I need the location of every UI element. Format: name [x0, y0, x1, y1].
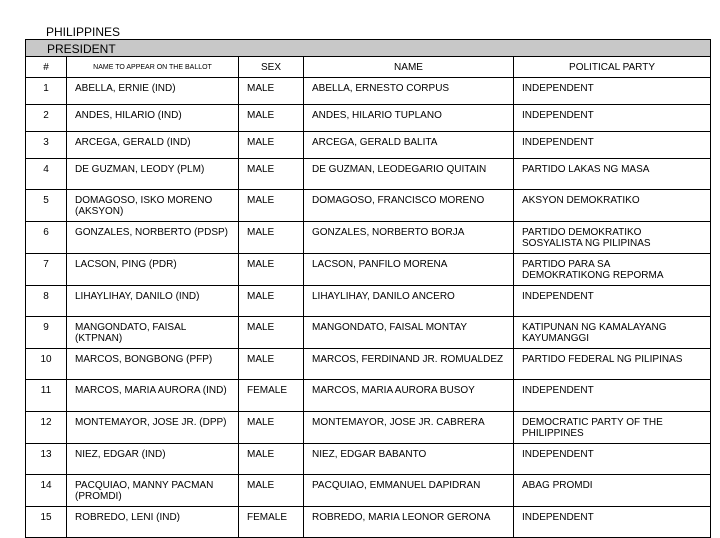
cell-number: 10 [26, 349, 67, 380]
cell-sex: MALE [239, 349, 304, 380]
table-row [26, 412, 711, 444]
ballot-line: NIEZ, EDGAR (IND) [75, 449, 166, 460]
table-row [26, 380, 711, 412]
cell-party [514, 105, 711, 132]
table-row [26, 507, 711, 538]
cell-name: LIHAYLIHAY, DANILO ANCERO [304, 286, 514, 317]
cell-number: 1 [26, 78, 67, 105]
cell-name: ARCEGA, GERALD BALITA [304, 132, 514, 159]
ballot-line: MARCOS, MARIA AURORA (IND) [75, 385, 227, 396]
cell-number: 11 [26, 380, 67, 412]
cell-ballot-name [67, 317, 239, 349]
cell-sex: MALE [239, 254, 304, 286]
cell-ballot-name [67, 190, 239, 222]
cell-number: 15 [26, 507, 67, 538]
cell-number: 12 [26, 412, 67, 444]
cell-ballot-name [67, 507, 239, 538]
ballot-line: ARCEGA, GERALD (IND) [75, 137, 191, 148]
office-row [26, 40, 711, 57]
header-number: # [26, 57, 67, 78]
cell-sex: MALE [239, 412, 304, 444]
table-row [26, 222, 711, 254]
cell-sex: FEMALE [239, 380, 304, 412]
cell-sex: MALE [239, 475, 304, 507]
table-row [26, 286, 711, 317]
cell-party [514, 412, 711, 444]
cell-number: 4 [26, 159, 67, 190]
cell-name: NIEZ, EDGAR BABANTO [304, 444, 514, 475]
cell-party [514, 286, 711, 317]
party-line: KAYUMANGGI [522, 333, 590, 344]
party-line: AKSYON DEMOKRATIKO [522, 195, 640, 206]
cell-name: MARCOS, MARIA AURORA BUSOY [304, 380, 514, 412]
cell-ballot-name [67, 159, 239, 190]
cell-ballot-name [67, 222, 239, 254]
table-row [26, 444, 711, 475]
cell-sex: FEMALE [239, 507, 304, 538]
party-line: KATIPUNAN NG KAMALAYANG [522, 322, 667, 333]
ballot-line: MANGONDATO, FAISAL [75, 322, 187, 333]
cell-number: 13 [26, 444, 67, 475]
ballot-line: ABELLA, ERNIE (IND) [75, 83, 176, 94]
cell-sex: MALE [239, 159, 304, 190]
table-row [26, 254, 711, 286]
cell-number: 8 [26, 286, 67, 317]
cell-name: MANGONDATO, FAISAL MONTAY [304, 317, 514, 349]
ballot-line: LIHAYLIHAY, DANILO (IND) [75, 291, 200, 302]
party-line: SOSYALISTA NG PILIPINAS [522, 238, 651, 249]
ballot-line: LACSON, PING (PDR) [75, 259, 177, 270]
party-line: INDEPENDENT [522, 291, 594, 302]
cell-name: DE GUZMAN, LEODEGARIO QUITAIN [304, 159, 514, 190]
ballot-line: GONZALES, NORBERTO (PDSP) [75, 227, 228, 238]
table-row [26, 190, 711, 222]
header-name: NAME [304, 57, 514, 78]
party-line: DEMOCRATIC PARTY OF THE [522, 417, 663, 428]
party-line: INDEPENDENT [522, 512, 594, 523]
ballot-line: MARCOS, BONGBONG (PFP) [75, 354, 213, 365]
party-line: PHILIPPINES [522, 428, 584, 439]
cell-party [514, 317, 711, 349]
cell-number: 7 [26, 254, 67, 286]
header-ballot-name: NAME TO APPEAR ON THE BALLOT [67, 57, 239, 78]
cell-number: 3 [26, 132, 67, 159]
party-line: ABAG PROMDI [522, 480, 593, 491]
cell-party [514, 380, 711, 412]
cell-number: 14 [26, 475, 67, 507]
ballot-line: (KTPNAN) [75, 333, 123, 344]
cell-number: 9 [26, 317, 67, 349]
cell-name: LACSON, PANFILO MORENA [304, 254, 514, 286]
cell-party [514, 78, 711, 105]
table-row [26, 78, 711, 105]
table-row [26, 475, 711, 507]
header-row [26, 57, 711, 78]
cell-name: DOMAGOSO, FRANCISCO MORENO [304, 190, 514, 222]
cell-number: 5 [26, 190, 67, 222]
party-line: INDEPENDENT [522, 385, 594, 396]
party-line: INDEPENDENT [522, 83, 594, 94]
cell-ballot-name [67, 349, 239, 380]
cell-ballot-name [67, 132, 239, 159]
cell-name: PACQUIAO, EMMANUEL DAPIDRAN [304, 475, 514, 507]
cell-party [514, 444, 711, 475]
cell-sex: MALE [239, 317, 304, 349]
cell-sex: MALE [239, 190, 304, 222]
ballot-line: DE GUZMAN, LEODY (PLM) [75, 164, 205, 175]
cell-ballot-name [67, 254, 239, 286]
cell-name: ROBREDO, MARIA LEONOR GERONA [304, 507, 514, 538]
cell-party [514, 190, 711, 222]
cell-party [514, 159, 711, 190]
cell-sex: MALE [239, 286, 304, 317]
cell-party [514, 507, 711, 538]
table-row [26, 349, 711, 380]
ballot-line: (AKSYON) [75, 206, 124, 217]
cell-sex: MALE [239, 78, 304, 105]
cell-name: ANDES, HILARIO TUPLANO [304, 105, 514, 132]
party-line: PARTIDO PARA SA [522, 259, 611, 270]
cell-number: 6 [26, 222, 67, 254]
party-line: INDEPENDENT [522, 449, 594, 460]
cell-party [514, 132, 711, 159]
cell-ballot-name [67, 78, 239, 105]
table-row [26, 159, 711, 190]
cell-party [514, 475, 711, 507]
table-row [26, 105, 711, 132]
party-line: INDEPENDENT [522, 137, 594, 148]
cell-sex: MALE [239, 444, 304, 475]
cell-ballot-name [67, 286, 239, 317]
party-line: DEMOKRATIKONG REPORMA [522, 270, 664, 281]
cell-party [514, 222, 711, 254]
cell-party [514, 254, 711, 286]
office-title: PRESIDENT [26, 40, 711, 57]
cell-ballot-name [67, 444, 239, 475]
party-line: INDEPENDENT [522, 110, 594, 121]
cell-sex: MALE [239, 105, 304, 132]
ballot-line: PACQUIAO, MANNY PACMAN [75, 480, 214, 491]
cell-sex: MALE [239, 132, 304, 159]
cell-ballot-name [67, 412, 239, 444]
cell-party [514, 349, 711, 380]
ballot-line: (PROMDI) [75, 491, 122, 502]
cell-name: GONZALES, NORBERTO BORJA [304, 222, 514, 254]
region-title: PHILIPPINES [46, 25, 121, 39]
cell-ballot-name [67, 380, 239, 412]
table-row [26, 132, 711, 159]
party-line: PARTIDO DEMOKRATIKO [522, 227, 642, 238]
header-party: POLITICAL PARTY [514, 57, 711, 78]
cell-ballot-name [67, 475, 239, 507]
ballot-line: MONTEMAYOR, JOSE JR. (DPP) [75, 417, 227, 428]
table-row [26, 317, 711, 349]
cell-number: 2 [26, 105, 67, 132]
header-sex: SEX [239, 57, 304, 78]
cell-name: MONTEMAYOR, JOSE JR. CABRERA [304, 412, 514, 444]
ballot-line: ROBREDO, LENI (IND) [75, 512, 181, 523]
party-line: PARTIDO LAKAS NG MASA [522, 164, 650, 175]
cell-name: ABELLA, ERNESTO CORPUS [304, 78, 514, 105]
ballot-line: DOMAGOSO, ISKO MORENO [75, 195, 213, 206]
party-line: PARTIDO FEDERAL NG PILIPINAS [522, 354, 683, 365]
cell-ballot-name [67, 105, 239, 132]
ballot-line: ANDES, HILARIO (IND) [75, 110, 182, 121]
cell-name: MARCOS, FERDINAND JR. ROMUALDEZ [304, 349, 514, 380]
candidates-table [25, 39, 711, 538]
cell-sex: MALE [239, 222, 304, 254]
